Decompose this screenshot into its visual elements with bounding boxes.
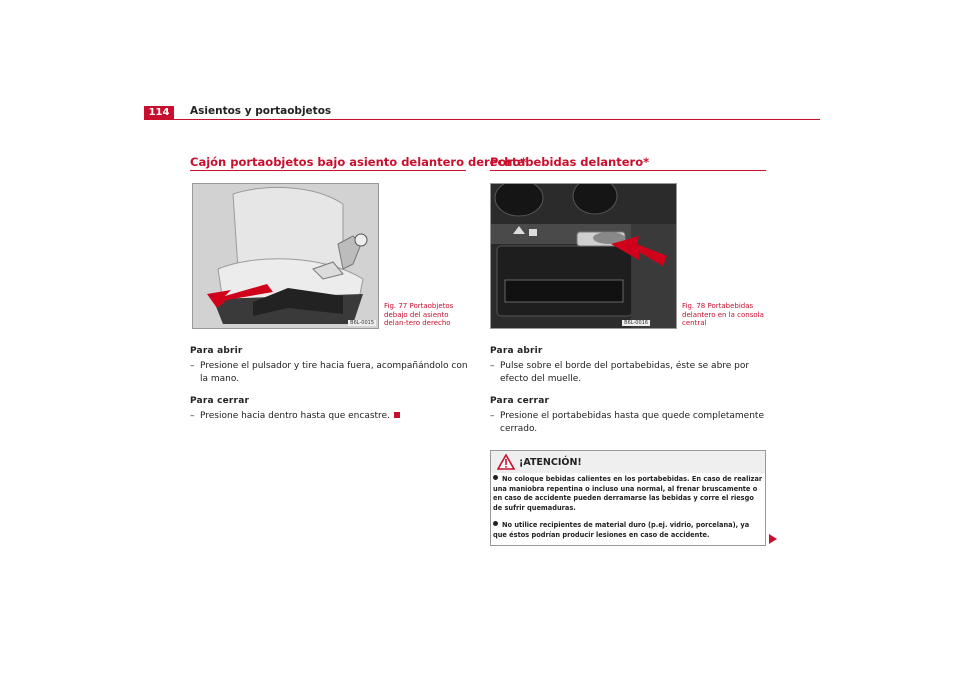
warning-box <box>490 450 766 546</box>
figure-code: B6L-0016 <box>624 320 648 326</box>
header-rule <box>174 119 820 120</box>
left-section-rule <box>190 170 466 171</box>
close-step-text: Presione el portabebidas hasta que quede completamente cerrado. <box>500 411 764 434</box>
warning-item-text: No coloque bebidas calientes en los portabebidas. En caso de realizar una maniobra repentina o incluso una normal, al frenar bruscamente o en caso de accidente pueden derramarse las bebidas y corre el riesgo de sufrir quemaduras. <box>493 475 763 512</box>
open-heading: Para abrir <box>490 346 543 356</box>
seat-drawer-figure <box>192 183 379 329</box>
close-step: – Presione el portabebidas hasta que quede completamente cerrado. <box>490 410 770 435</box>
open-heading: Para abrir <box>190 346 243 356</box>
left-section-title: Cajón portaobjetos bajo asiento delantero derecho* <box>190 155 527 169</box>
warning-header <box>491 451 765 473</box>
figure-caption: Fig. 78 Portabebidas delantero en la consola central <box>682 302 764 328</box>
warning-item <box>493 475 763 513</box>
figure-code: B6L-0015 <box>350 320 374 326</box>
open-step: – Presione el pulsador y tire hacia fuera, acompañándolo con la mano. <box>190 360 470 385</box>
seat-drawer-illustration <box>193 184 378 328</box>
open-step-text: Presione el pulsador y tire hacia fuera, acompañándolo con la mano. <box>200 361 468 384</box>
continue-arrow-icon[interactable] <box>768 534 778 544</box>
close-step: – Presione hacia dentro hasta que encastre. <box>190 410 470 423</box>
right-section-rule <box>490 170 766 171</box>
page-number: 114 <box>144 106 174 120</box>
bullet-icon <box>493 475 498 480</box>
bullet-icon <box>493 521 498 526</box>
close-heading: Para cerrar <box>490 396 550 406</box>
figure-caption: Fig. 77 Portaobjetos debajo del asiento delan-tero derecho <box>384 302 454 328</box>
warning-title: ¡ATENCIÓN! <box>519 457 582 468</box>
cupholder-figure <box>490 183 677 329</box>
cupholder-illustration <box>491 184 676 328</box>
open-step: – Pulse sobre el borde del portabebidas, éste se abre por efecto del muelle. <box>490 360 770 385</box>
warning-triangle-icon <box>497 454 515 470</box>
warning-item <box>493 521 763 540</box>
end-of-section-mark <box>394 412 400 418</box>
close-heading: Para cerrar <box>190 396 250 406</box>
warning-item-text: No utilice recipientes de material duro (p.ej. vidrio, porcelana), ya que éstos podrían producir lesiones en caso de accidente. <box>493 521 750 539</box>
page-header-title: Asientos y portaobjetos <box>190 105 332 117</box>
close-step-text: Presione hacia dentro hasta que encastre. <box>200 411 390 421</box>
right-section-title: Portabebidas delantero* <box>490 155 650 169</box>
open-step-text: Pulse sobre el borde del portabebidas, éste se abre por efecto del muelle. <box>500 361 750 384</box>
